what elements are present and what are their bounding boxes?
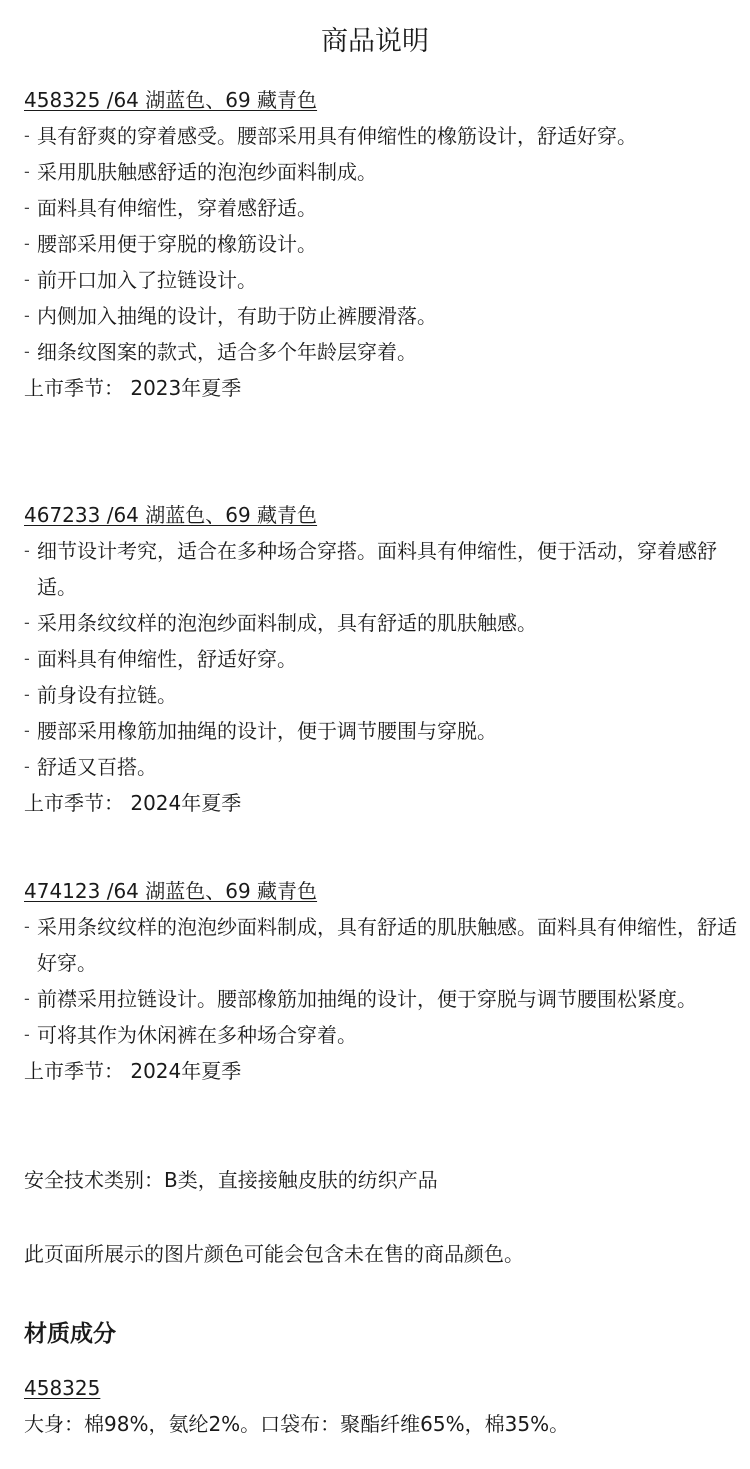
- material-code[interactable]: 458325: [24, 1376, 101, 1400]
- bullet-dash: -: [24, 721, 30, 740]
- feature-text: 采用条纹纹样的泡泡纱面料制成，具有舒适的肌肤触感。面料具有伸缩性，舒适好穿。: [37, 915, 737, 975]
- feature-text: 采用肌肤触感舒适的泡泡纱面料制成。: [37, 160, 377, 184]
- item-header[interactable]: 458325 /64 湖蓝色、69 藏青色: [24, 88, 318, 112]
- feature-text: 舒适又百搭。: [37, 755, 157, 779]
- bullet-dash: -: [24, 685, 30, 704]
- feature-bullet: [24, 533, 742, 605]
- feature-bullet: [24, 1017, 742, 1053]
- feature-bullet: [24, 298, 742, 334]
- item-header[interactable]: 474123 /64 湖蓝色、69 藏青色: [24, 879, 318, 903]
- feature-bullet: [24, 713, 742, 749]
- color-disclaimer: 此页面所展示的图片颜色可能会包含未在售的商品颜色。: [24, 1242, 524, 1266]
- feature-bullet: [24, 334, 742, 370]
- feature-bullet: [24, 262, 742, 298]
- feature-text: 面料具有伸缩性，舒适好穿。: [37, 647, 297, 671]
- feature-text: 内侧加入抽绳的设计，有助于防止裤腰滑落。: [37, 304, 437, 328]
- feature-text: 前襟采用拉链设计。腰部橡筋加抽绳的设计，便于穿脱与调节腰围松紧度。: [37, 987, 697, 1011]
- feature-bullet: [24, 749, 742, 785]
- bullet-dash: -: [24, 342, 30, 361]
- feature-text: 细条纹图案的款式，适合多个年龄层穿着。: [37, 340, 417, 364]
- feature-bullet: [24, 981, 742, 1017]
- feature-text: 前开口加入了拉链设计。: [37, 268, 257, 292]
- bullet-dash: -: [24, 613, 30, 632]
- feature-text: 前身设有拉链。: [37, 683, 177, 707]
- feature-text: 可将其作为休闲裤在多种场合穿着。: [37, 1023, 357, 1047]
- feature-bullet: [24, 154, 742, 190]
- bullet-dash: -: [24, 162, 30, 181]
- feature-text: 细节设计考究，适合在多种场合穿搭。面料具有伸缩性，便于活动，穿着感舒适。: [37, 539, 717, 599]
- feature-text: 面料具有伸缩性，穿着感舒适。: [37, 196, 317, 220]
- bullet-dash: -: [24, 270, 30, 289]
- product-description-467233: [24, 497, 728, 821]
- bullet-dash: -: [24, 126, 30, 145]
- bullet-dash: -: [24, 989, 30, 1008]
- feature-bullet: [24, 677, 742, 713]
- material-heading: 材质成分: [24, 1321, 116, 1347]
- release-season: 上市季节： 2023年夏季: [24, 376, 242, 400]
- bullet-dash: -: [24, 1025, 30, 1044]
- feature-bullet: [24, 641, 742, 677]
- bullet-dash: -: [24, 757, 30, 776]
- feature-bullet: [24, 605, 742, 641]
- feature-bullet: [24, 118, 742, 154]
- product-description-474123: [24, 873, 737, 1089]
- feature-bullet: [24, 226, 742, 262]
- release-season: 上市季节： 2024年夏季: [24, 1059, 242, 1083]
- page-title: 商品说明: [321, 26, 429, 57]
- material-composition-text: 大身：棉98%，氨纶2%。口袋布：聚酯纤维65%，棉35%。: [24, 1412, 570, 1436]
- feature-bullet: [24, 909, 742, 981]
- bullet-dash: -: [24, 306, 30, 325]
- feature-text: 腰部采用便于穿脱的橡筋设计。: [37, 232, 317, 256]
- feature-bullet: [24, 190, 742, 226]
- feature-text: 采用条纹纹样的泡泡纱面料制成，具有舒适的肌肤触感。: [37, 611, 537, 635]
- product-description-458325: [24, 82, 728, 406]
- feature-text: 具有舒爽的穿着感受。腰部采用具有伸缩性的橡筋设计，舒适好穿。: [37, 124, 637, 148]
- material-composition: [24, 1370, 728, 1442]
- item-header[interactable]: 467233 /64 湖蓝色、69 藏青色: [24, 503, 318, 527]
- feature-text: 腰部采用橡筋加抽绳的设计，便于调节腰围与穿脱。: [37, 719, 497, 743]
- bullet-dash: -: [24, 234, 30, 253]
- bullet-dash: -: [24, 198, 30, 217]
- bullet-dash: -: [24, 649, 30, 668]
- safety-category: 安全技术类别：B类，直接接触皮肤的纺织产品: [24, 1168, 438, 1192]
- bullet-dash: -: [24, 917, 30, 936]
- release-season: 上市季节： 2024年夏季: [24, 791, 242, 815]
- bullet-dash: -: [24, 541, 30, 560]
